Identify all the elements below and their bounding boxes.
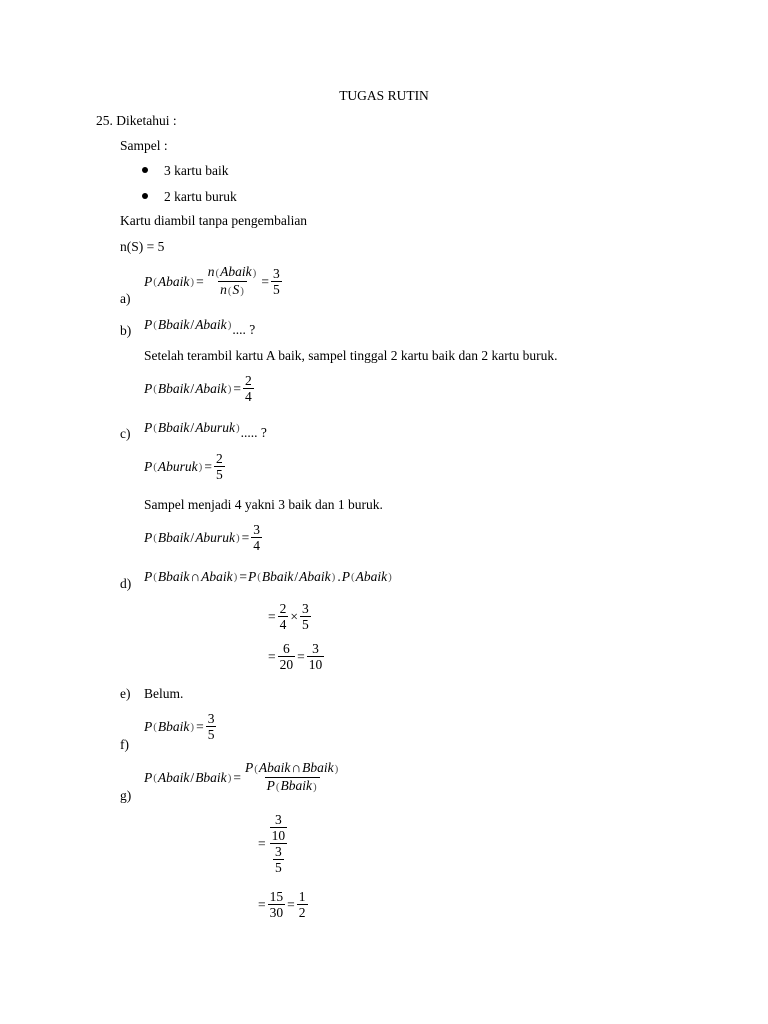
bullet-item: 3 kartu baik bbox=[142, 163, 228, 179]
formula-g-step2: = $\frac{15}{30}$ = $\frac{1}{2}$ bbox=[258, 889, 306, 920]
answer-e: Belum. bbox=[144, 686, 184, 701]
formula-c-aburuk: P ( Aburuk ) = $\frac{2}{5}$ bbox=[144, 451, 223, 482]
label-e: e) bbox=[120, 686, 131, 701]
formula-g: P ( Abaik / Bbaik ) = $\frac{\text{P(Abaik∩Bbaik)}}{\text{P(Bbaik)}}$ bbox=[144, 760, 339, 793]
page-title: TUGAS RUTIN bbox=[339, 88, 429, 103]
label-g: g) bbox=[120, 788, 132, 803]
label-d: d) bbox=[120, 576, 132, 591]
explanation-c: Sampel menjadi 4 yakni 3 baik dan 1 buruk. bbox=[144, 497, 383, 512]
bullet-icon bbox=[142, 193, 148, 199]
draw-note: Kartu diambil tanpa pengembalian bbox=[120, 213, 308, 228]
sample-label: Sampel : bbox=[120, 138, 168, 153]
formula-b-result: P ( Bbaik / Abaik ) = $\frac{2}{4}$ bbox=[144, 373, 252, 404]
bullet-item: 2 kartu buruk bbox=[142, 189, 237, 205]
formula-f: P ( Bbaik ) = $\frac{3}{5}$ bbox=[144, 711, 215, 742]
formula-d-step1: = $\frac{2}{4}$ × $\frac{3}{5}$ bbox=[268, 601, 309, 632]
sample-space: n(S) = 5 bbox=[120, 239, 165, 254]
formula-d-step2: = $\frac{6}{20}$ = $\frac{3}{10}$ bbox=[268, 641, 323, 672]
formula-c: P ( Bbaik / Aburuk ) ..... ? bbox=[144, 420, 267, 440]
explanation-b: Setelah terambil kartu A baik, sampel tinggal 2 kartu baik dan 2 kartu buruk. bbox=[144, 348, 558, 363]
formula-c-result: P ( Bbaik / Aburuk ) = $\frac{3}{4}$ bbox=[144, 522, 260, 553]
label-c: c) bbox=[120, 426, 131, 441]
label-b: b) bbox=[120, 323, 132, 338]
formula-a: P ( Abaik ) = $\frac{\text{n(Abaik)}}{n(S)}$ = $\frac{3}{5}$ bbox=[144, 264, 280, 297]
formula-b: P ( Bbaik / Abaik ) .... ? bbox=[144, 317, 256, 337]
formula-g-step1: = $\frac{\frac{3}{10}}{\frac{3}{5}}$ bbox=[258, 812, 286, 875]
formula-d: P ( Bbaik ∩ Abaik ) = P ( Bbaik / Abaik ) . P ( Abaik ) bbox=[144, 569, 392, 584]
question-heading: 25. Diketahui : bbox=[96, 113, 177, 128]
label-a: a) bbox=[120, 291, 131, 306]
label-f: f) bbox=[120, 737, 129, 752]
bullet-icon bbox=[142, 167, 148, 173]
